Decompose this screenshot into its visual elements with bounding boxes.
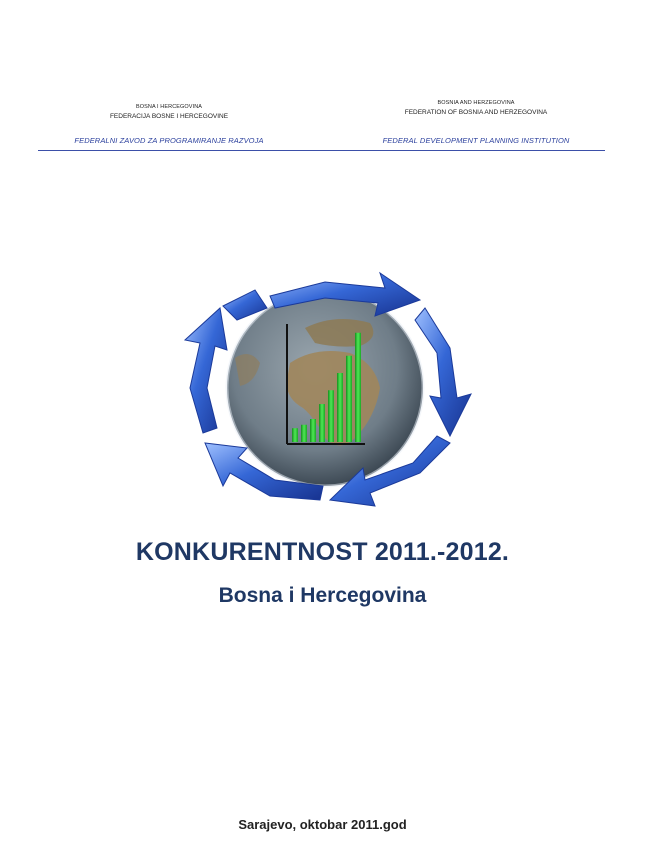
chart-bar [310,419,316,442]
institution-name-english: FEDERAL DEVELOPMENT PLANNING INSTITUTION [382,136,570,145]
federation-name-english: FEDERATION OF BOSNIA AND HERZEGOVINA [404,109,548,116]
chart-bar [337,373,343,442]
chart-bar [301,425,307,442]
globe-arrows-growth-chart-icon [175,268,475,508]
document-title: KONKURENTNOST 2011.-2012. [135,538,510,566]
institution-name-local: FEDERALNI ZAVOD ZA PROGRAMIRANJE RAZVOJA [74,136,264,145]
header-left-block [40,103,298,122]
federation-name-local: FEDERACIJA BOSNE I HERCEGOVINE [109,113,229,120]
place-and-date: Sarajevo, oktobar 2011.god [238,817,407,832]
chart-bar [346,356,352,442]
header-right-block [356,99,596,118]
document-subtitle: Bosna i Hercegovina [218,584,427,607]
chart-bar [292,428,298,442]
country-name-english: BOSNIA AND HERZEGOVINA [437,100,515,106]
chart-bar [355,333,361,442]
globe [227,290,423,486]
chart-bar [328,390,334,442]
chart-bar [319,404,325,442]
header-divider [38,150,605,151]
country-name-local: BOSNA I HERCEGOVINA [135,104,203,110]
